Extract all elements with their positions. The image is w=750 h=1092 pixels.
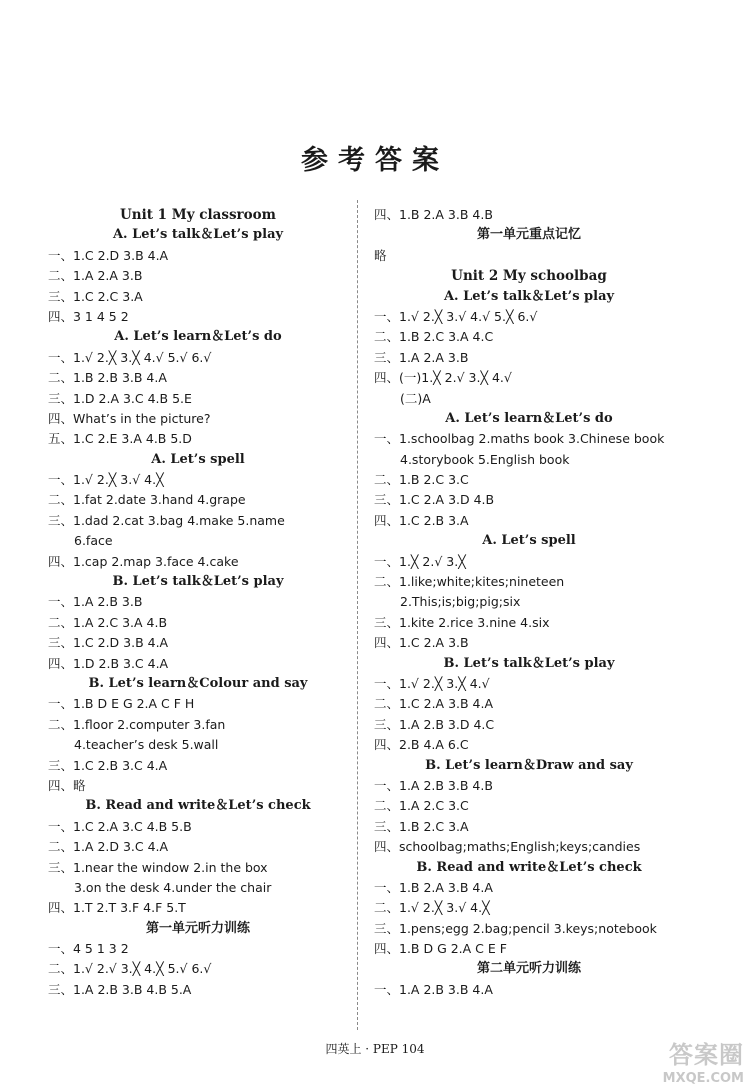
section-heading: A. Let’s spell bbox=[151, 451, 245, 467]
answer-line: 三、1.B 2.C 3.A bbox=[374, 818, 469, 834]
section-heading: B. Read and write＆Let’s check bbox=[85, 798, 311, 814]
answer-line-continued: (二)A bbox=[400, 390, 431, 406]
section-heading: B. Let’s learn＆Colour and say bbox=[88, 675, 308, 691]
answer-line: 四、What’s in the picture? bbox=[48, 410, 211, 426]
answer-line: 四、(一)1.╳ 2.√ 3.╳ 4.√ bbox=[374, 370, 512, 386]
column-divider bbox=[357, 200, 358, 1030]
section-heading: A. Let’s talk＆Let’s play bbox=[443, 288, 615, 304]
answer-line: 三、1.kite 2.rice 3.nine 4.six bbox=[374, 614, 550, 630]
answer-line: 四、1.B D G 2.A C E F bbox=[374, 941, 507, 957]
watermark-url: MXQE.COM bbox=[662, 1071, 744, 1086]
section-heading: A. Let’s learn＆Let’s do bbox=[445, 410, 613, 426]
answer-line: 二、1.A 2.C 3.A 4.B bbox=[48, 614, 168, 630]
answer-line: 二、1.fat 2.date 3.hand 4.grape bbox=[48, 492, 246, 508]
right-column bbox=[374, 205, 684, 1000]
answer-line: 四、3 1 4 5 2 bbox=[48, 308, 129, 324]
page-title: 参考答案 bbox=[301, 145, 449, 176]
section-heading: A. Let’s talk＆Let’s play bbox=[112, 227, 284, 243]
answer-line: 一、1.C 2.A 3.C 4.B 5.B bbox=[48, 818, 192, 834]
answer-line: 四、1.B 2.A 3.B 4.B bbox=[374, 207, 493, 222]
section-heading: 第一单元听力训练 bbox=[145, 920, 250, 936]
answer-line: 四、1.T 2.T 3.F 4.F 5.T bbox=[48, 900, 186, 916]
answer-line: 略 bbox=[374, 247, 387, 263]
answer-line: 二、1.√ 2.╳ 3.√ 4.╳ bbox=[374, 900, 490, 916]
answer-line: 二、1.√ 2.√ 3.╳ 4.╳ 5.√ 6.√ bbox=[48, 961, 212, 977]
answer-line: 三、1.A 2.B 3.D 4.C bbox=[374, 716, 495, 732]
answer-line: 五、1.C 2.E 3.A 4.B 5.D bbox=[48, 431, 192, 447]
answer-line: 二、1.C 2.A 3.B 4.A bbox=[374, 696, 494, 712]
unit-heading: Unit 1 My classroom bbox=[120, 207, 276, 223]
answer-line: 三、1.A 2.A 3.B bbox=[374, 349, 469, 365]
answer-line: 一、4 5 1 3 2 bbox=[48, 941, 129, 957]
answer-line: 二、1.B 2.C 3.C bbox=[374, 472, 469, 488]
answer-line: 一、1.schoolbag 2.maths book 3.Chinese book bbox=[374, 431, 665, 447]
section-heading: A. Let’s learn＆Let’s do bbox=[114, 329, 282, 345]
answer-line: 四、schoolbag;maths;English;keys;candies bbox=[374, 839, 641, 855]
answer-line: 一、1.√ 2.╳ 3.√ 4.√ 5.╳ 6.√ bbox=[374, 308, 538, 324]
answer-line: 四、2.B 4.A 6.C bbox=[374, 737, 469, 753]
answer-line: 三、1.D 2.A 3.C 4.B 5.E bbox=[48, 390, 192, 406]
answer-line: 一、1.A 2.B 3.B 4.A bbox=[374, 981, 493, 997]
answer-line: 三、1.C 2.D 3.B 4.A bbox=[48, 635, 169, 651]
watermark-logo bbox=[600, 1040, 750, 1092]
answer-line-continued: 3.on the desk 4.under the chair bbox=[74, 879, 272, 895]
answer-line: 三、1.C 2.C 3.A bbox=[48, 288, 143, 304]
answer-line: 二、1.like;white;kites;nineteen bbox=[374, 574, 565, 590]
answer-line: 一、1.√ 2.╳ 3.╳ 4.√ 5.√ 6.√ bbox=[48, 349, 212, 365]
answer-line: 一、1.A 2.B 3.B 4.B bbox=[374, 777, 493, 793]
answer-line: 二、1.B 2.B 3.B 4.A bbox=[48, 370, 167, 386]
answer-line: 四、1.D 2.B 3.C 4.A bbox=[48, 655, 169, 671]
section-heading: 第一单元重点记忆 bbox=[476, 227, 581, 243]
section-heading: B. Read and write＆Let’s check bbox=[416, 859, 642, 875]
answer-line: 四、略 bbox=[48, 777, 86, 793]
answer-line: 三、1.dad 2.cat 3.bag 4.make 5.name bbox=[48, 512, 285, 528]
answer-line: 二、1.A 2.A 3.B bbox=[48, 268, 143, 284]
unit-heading: Unit 2 My schoolbag bbox=[451, 268, 607, 285]
answer-line: 一、1.╳ 2.√ 3.╳ bbox=[374, 553, 466, 569]
answer-line: 一、1.C 2.D 3.B 4.A bbox=[48, 247, 169, 263]
answer-line-continued: 2.This;is;big;pig;six bbox=[400, 594, 521, 610]
answer-line: 一、1.B D E G 2.A C F H bbox=[48, 696, 195, 712]
section-heading: 第二单元听力训练 bbox=[476, 961, 581, 977]
answer-line: 一、1.√ 2.╳ 3.√ 4.╳ bbox=[48, 472, 164, 488]
answer-line-continued: 4.storybook 5.English book bbox=[400, 451, 570, 467]
answer-line: 一、1.B 2.A 3.B 4.A bbox=[374, 879, 493, 895]
answer-line: 二、1.B 2.C 3.A 4.C bbox=[374, 329, 494, 345]
answer-line: 二、1.A 2.D 3.C 4.A bbox=[48, 839, 169, 855]
section-heading: B. Let’s learn＆Draw and say bbox=[425, 757, 633, 773]
answer-line: 四、1.cap 2.map 3.face 4.cake bbox=[48, 553, 239, 569]
left-column bbox=[48, 205, 348, 1000]
answer-line: 三、1.pens;egg 2.bag;pencil 3.keys;notebook bbox=[374, 920, 657, 936]
answer-line-continued: 4.teacher’s desk 5.wall bbox=[74, 737, 219, 753]
answer-line: 三、1.near the window 2.in the box bbox=[48, 859, 268, 875]
answer-line: 三、1.C 2.B 3.C 4.A bbox=[48, 757, 168, 773]
answer-line: 一、1.A 2.B 3.B bbox=[48, 594, 143, 610]
watermark-logo-text: 答案圈 bbox=[669, 1041, 744, 1069]
answer-line: 二、1.A 2.C 3.C bbox=[374, 798, 469, 814]
answer-line: 四、1.C 2.A 3.B bbox=[374, 635, 469, 651]
answer-line: 三、1.C 2.A 3.D 4.B bbox=[374, 492, 495, 508]
answer-line: 二、1.floor 2.computer 3.fan bbox=[48, 716, 226, 732]
section-heading: B. Let’s talk＆Let’s play bbox=[443, 655, 615, 671]
answer-line-continued: 6.face bbox=[74, 533, 113, 549]
answer-line: 一、1.√ 2.╳ 3.╳ 4.√ bbox=[374, 675, 490, 691]
answer-line: 三、1.A 2.B 3.B 4.B 5.A bbox=[48, 981, 192, 997]
page-footer: 四英上 · PEP 104 bbox=[325, 1042, 425, 1056]
answer-line: 四、1.C 2.B 3.A bbox=[374, 512, 469, 528]
section-heading: A. Let’s spell bbox=[482, 533, 576, 549]
section-heading: B. Let’s talk＆Let’s play bbox=[112, 574, 284, 590]
